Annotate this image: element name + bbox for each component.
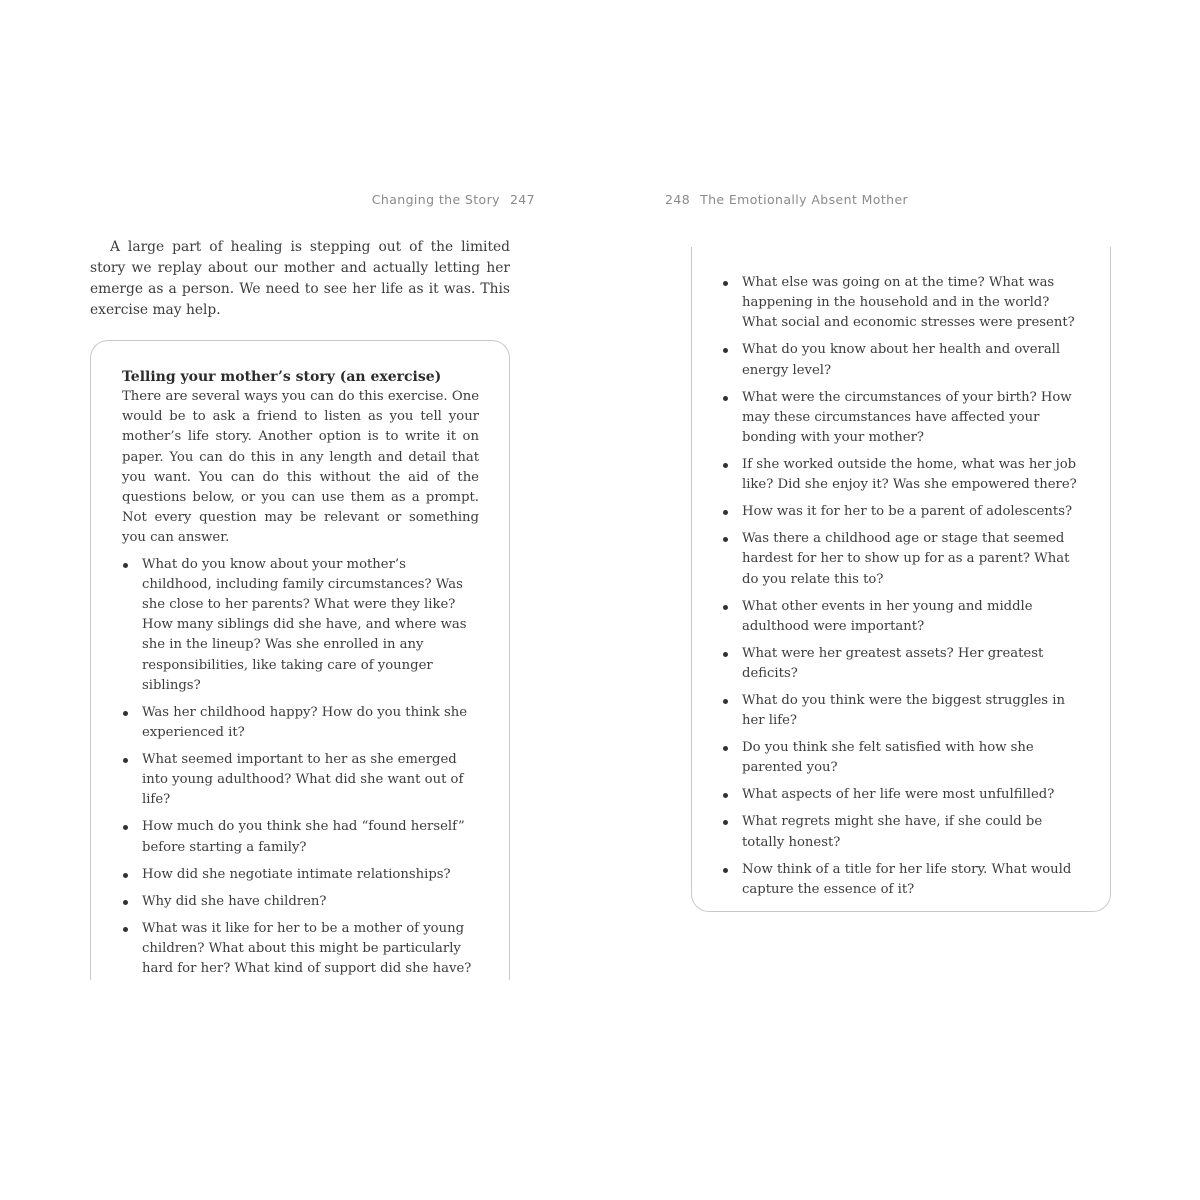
list-item bbox=[722, 691, 1080, 731]
list-item bbox=[722, 860, 1080, 900]
bullet-icon bbox=[723, 537, 728, 542]
exercise-box-continued bbox=[691, 247, 1111, 912]
list-item bbox=[122, 892, 479, 912]
question-text: How did she negotiate intimate relationships? bbox=[142, 866, 451, 882]
bullet-icon bbox=[123, 758, 128, 763]
list-item bbox=[722, 455, 1080, 495]
bullet-icon bbox=[723, 510, 728, 515]
bullet-icon bbox=[723, 746, 728, 751]
question-text: Do you think she felt satisfied with how she parented you? bbox=[742, 740, 1034, 776]
list-item bbox=[722, 502, 1080, 522]
bullet-icon bbox=[723, 699, 728, 704]
exercise-title: Telling your mother’s story (an exercise) bbox=[122, 369, 442, 385]
question-text: What other events in her young and middle adulthood were important? bbox=[742, 598, 1033, 634]
bullet-icon bbox=[723, 868, 728, 873]
page-number: 248 bbox=[665, 192, 691, 207]
question-text: How much do you think she had “found herself” before starting a family? bbox=[142, 819, 465, 855]
exercise-box bbox=[90, 340, 510, 980]
bullet-icon bbox=[723, 820, 728, 825]
question-text: What were the circumstances of your birth? How may these circumstances have affected your bonding with your mother? bbox=[742, 389, 1072, 446]
running-head-right bbox=[655, 192, 908, 207]
bullet-icon bbox=[723, 348, 728, 353]
bullet-icon bbox=[123, 873, 128, 878]
question-list bbox=[122, 555, 479, 980]
list-item bbox=[122, 703, 479, 743]
list-item bbox=[122, 865, 479, 885]
list-item bbox=[722, 738, 1080, 778]
question-text: What regrets might she have, if she could be totally honest? bbox=[742, 814, 1043, 850]
list-item bbox=[722, 644, 1080, 684]
question-text: Was her childhood happy? How do you think she experienced it? bbox=[142, 704, 468, 741]
question-text: What else was going on at the time? What was happening in the household and in the world? What social and economic stresses were present? bbox=[742, 275, 1075, 331]
running-head-left bbox=[372, 192, 545, 207]
right-page bbox=[600, 0, 1200, 1200]
bullet-icon bbox=[723, 652, 728, 657]
bullet-icon bbox=[723, 281, 728, 286]
list-item bbox=[122, 750, 479, 811]
question-text: What was it like for her to be a mother of young children? What about this might be particularly hard for her? What kind of support did she have? bbox=[142, 920, 472, 977]
bullet-icon bbox=[123, 563, 128, 568]
question-text: How was it for her to be a parent of adolescents? bbox=[742, 504, 1073, 520]
question-text: What aspects of her life were most unfulfilled? bbox=[742, 787, 1055, 803]
list-item bbox=[722, 597, 1080, 637]
list-item bbox=[122, 919, 479, 980]
question-text: Why did she have children? bbox=[142, 893, 327, 909]
list-item bbox=[722, 529, 1080, 590]
bullet-icon bbox=[123, 927, 128, 932]
bullet-icon bbox=[723, 605, 728, 610]
bullet-icon bbox=[723, 396, 728, 401]
question-list bbox=[722, 273, 1080, 900]
running-head-title: The Emotionally Absent Mother bbox=[700, 192, 909, 207]
list-item bbox=[722, 812, 1080, 852]
page-number: 247 bbox=[509, 192, 535, 207]
list-item bbox=[122, 555, 479, 696]
question-text: What do you know about her health and overall energy level? bbox=[742, 342, 1061, 378]
list-item bbox=[722, 785, 1080, 805]
question-text: Now think of a title for her life story. What would capture the essence of it? bbox=[742, 861, 1072, 897]
intro-paragraph: A large part of healing is stepping out of the limited story we replay about our mother and actually letting her emerge as a person. We need to see her life as it was. This exercise may help. bbox=[90, 239, 510, 318]
bullet-icon bbox=[723, 793, 728, 798]
list-item bbox=[722, 273, 1080, 334]
list-item bbox=[722, 388, 1080, 449]
question-text: What were her greatest assets? Her greatest deficits? bbox=[742, 645, 1044, 682]
exercise-instructions: There are several ways you can do this exercise. One would be to ask a friend to listen as you tell your mother’s life story. Another option is to write it on paper. You can do this in any length and detail that you want. You can do this without the aid of the questions below, or you can use them as a prompt. Not every question may be relevant or something you can answer. bbox=[122, 389, 479, 546]
bullet-icon bbox=[123, 825, 128, 830]
question-text: What do you know about your mother’s childhood, including family circumstances? Was she close to her parents? What were they like? How many siblings did she have, and where was she in the lineup? Was she enrolled in any responsibilities, like taking care of younger siblings? bbox=[142, 556, 467, 693]
bullet-icon bbox=[123, 900, 128, 905]
running-head-title: Changing the Story bbox=[371, 192, 500, 207]
bullet-icon bbox=[723, 463, 728, 468]
list-item bbox=[722, 340, 1080, 380]
question-text: Was there a childhood age or stage that seemed hardest for her to show up for as a parent? What do you relate this to? bbox=[742, 531, 1070, 587]
bullet-icon bbox=[123, 711, 128, 716]
question-text: If she worked outside the home, what was her job like? Did she enjoy it? Was she empowered there? bbox=[742, 457, 1077, 493]
question-text: What seemed important to her as she emerged into young adulthood? What did she want out of life? bbox=[142, 752, 464, 808]
list-item bbox=[122, 817, 479, 857]
question-text: What do you think were the biggest struggles in her life? bbox=[742, 693, 1065, 729]
